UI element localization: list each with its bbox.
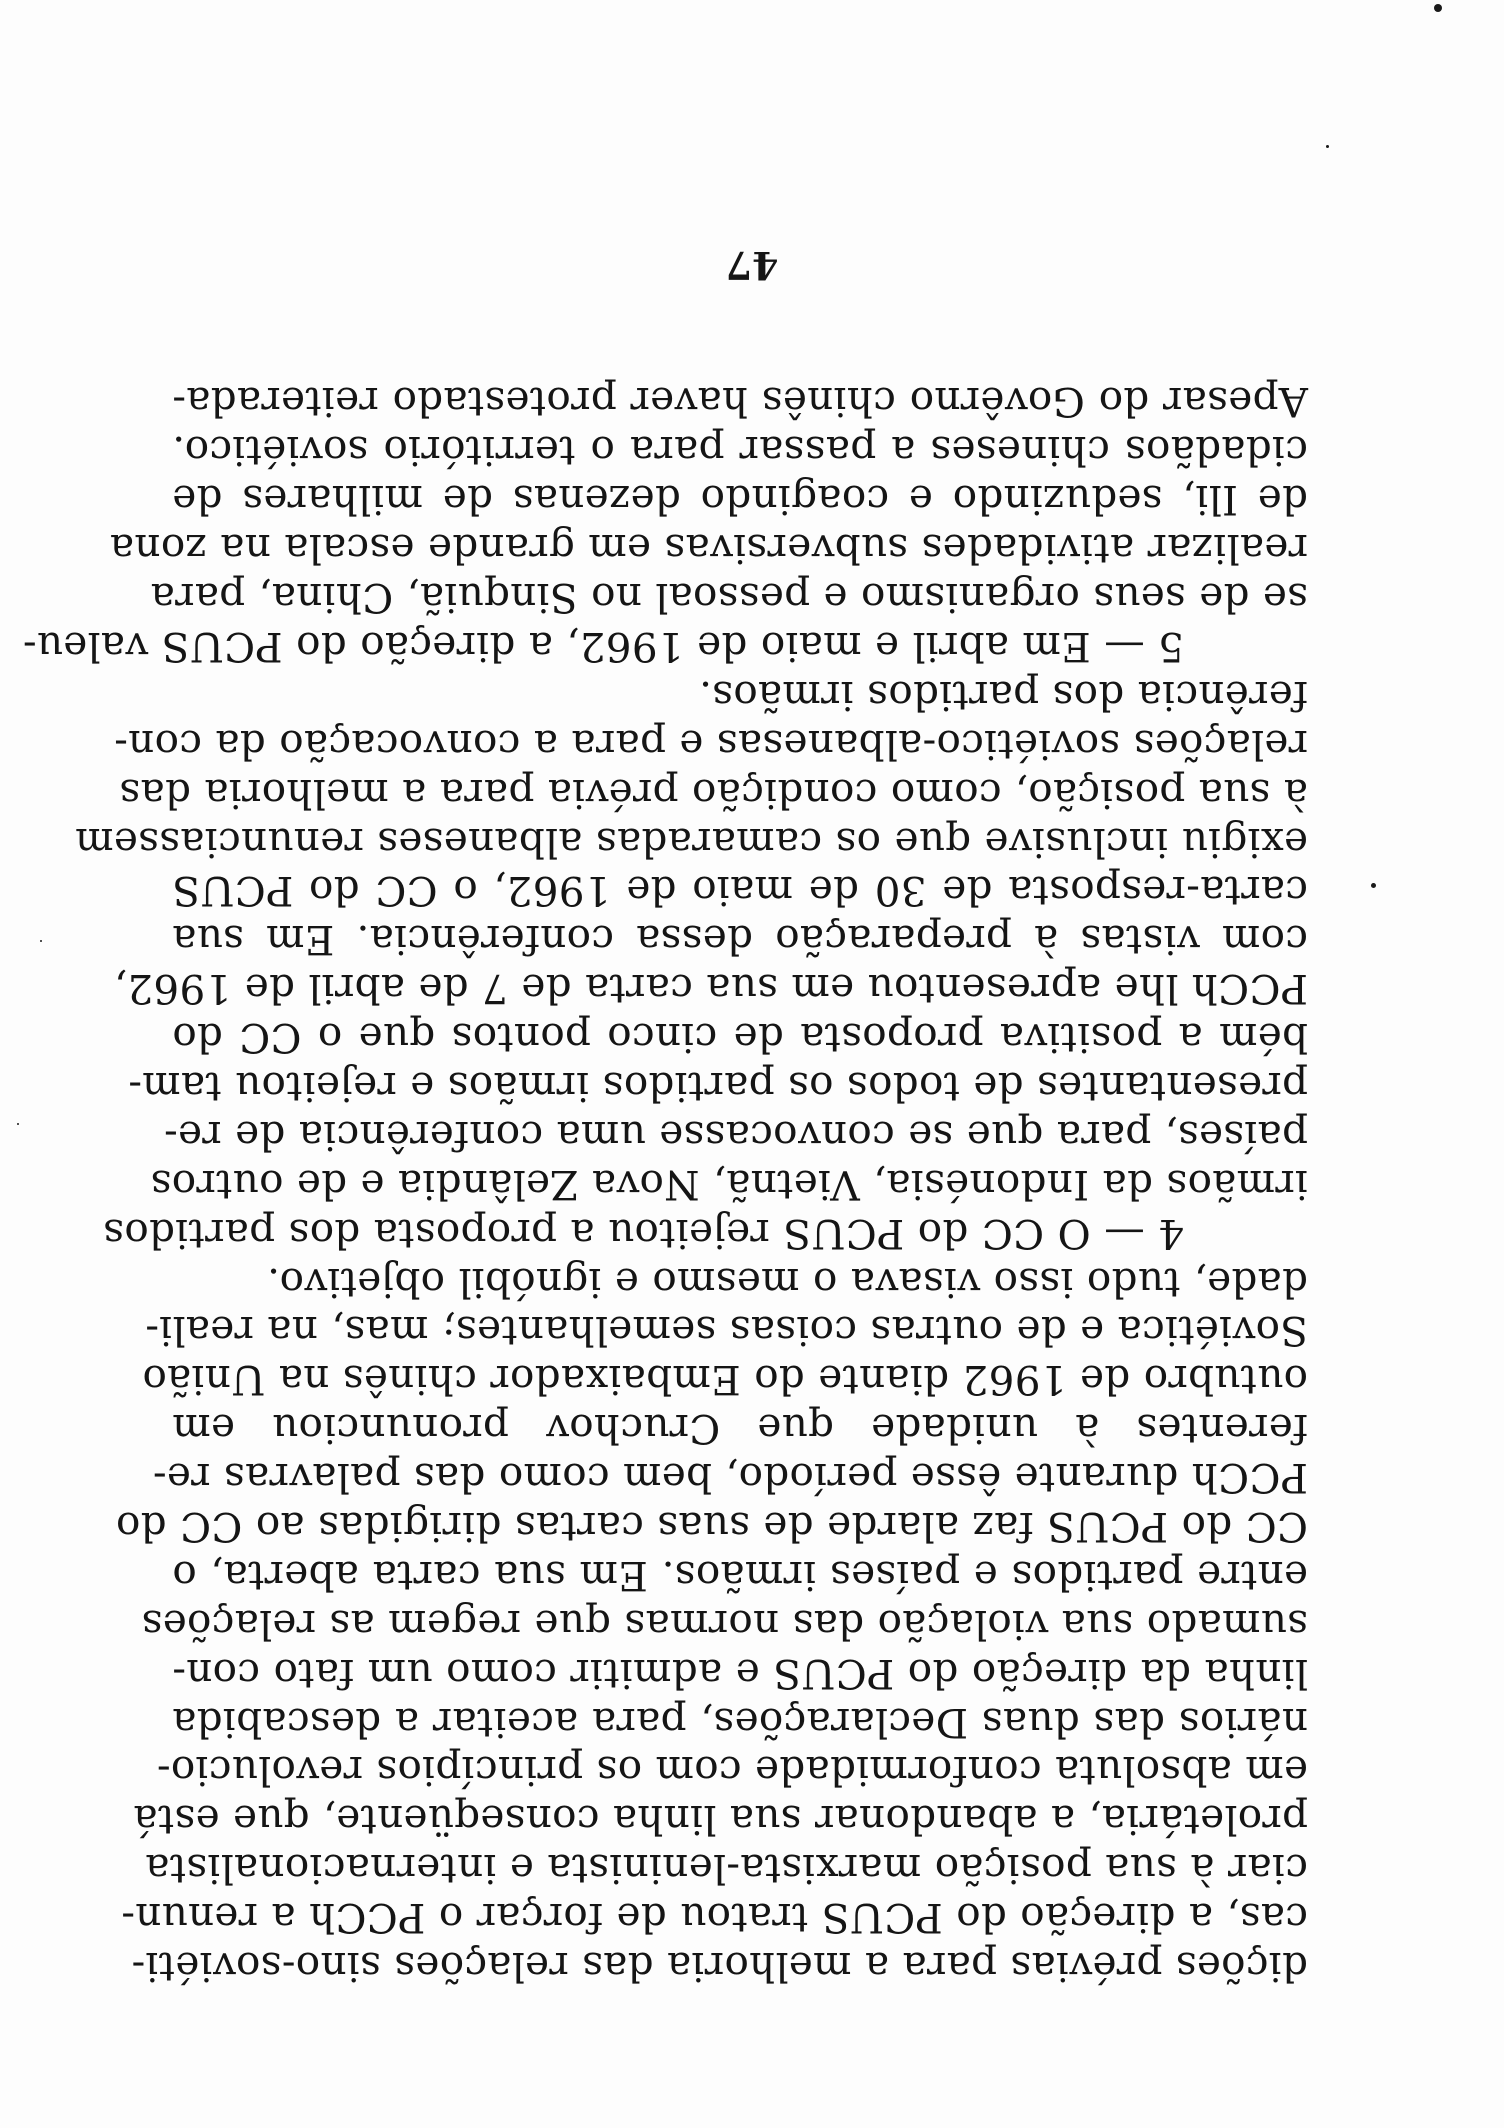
- text-line: sumado sua violação das normas que regem as relações: [141, 1600, 1308, 1649]
- text-line: proletária, a abandonar sua linha conseqüente, que está: [133, 1796, 1308, 1845]
- text-line: outubro de 1962 diante do Embaixador chinês na União: [142, 1356, 1308, 1405]
- scan-speck: [40, 940, 42, 942]
- body-text: [22, 378, 1308, 1991]
- text-line: presentantes de todos os partidos irmãos e rejeitou tam-: [127, 1062, 1308, 1111]
- text-line: PCCh lhe apresentou em sua carta de 7 de abril de 1962,: [113, 965, 1308, 1014]
- text-line: Apesar do Govêrno chinês haver protestado reiterada-: [172, 378, 1308, 427]
- text-line: à sua posição, como condição prévia para a melhoria das: [119, 769, 1308, 818]
- text-line: CC do PCUS faz alarde de suas cartas dirigidas ao CC do: [115, 1502, 1308, 1551]
- text-line: ferência dos partidos irmãos.: [698, 671, 1308, 720]
- text-line: se de seus organismo e pessoal no Sinquiã, China, para: [150, 574, 1308, 623]
- page-number: 47: [725, 243, 779, 288]
- text-line: relações soviético-albanesas e para a convocação da con-: [113, 720, 1308, 769]
- paragraph-start-line: 5 — Em abril e maio de 1962, a direção do PCUS valeu-: [22, 622, 1184, 671]
- text-line: ciar à sua posição marxista-leninista e internacionalista: [145, 1845, 1308, 1894]
- text-line: nários das duas Declarações, para aceitar a descabida: [172, 1698, 1308, 1747]
- scan-speck: [1434, 4, 1442, 12]
- text-line: irmãos da Indonésia, Vietnã, Nova Zelândia e de outros: [150, 1160, 1308, 1209]
- text-line: Soviética e de outras coisas semelhantes; mas, na reali-: [145, 1307, 1308, 1356]
- text-line: exigiu inclusive que os camaradas albaneses renunciassem: [74, 818, 1308, 867]
- scan-speck: [1371, 883, 1376, 888]
- text-line: entre partidos e países irmãos. Em sua carta aberta, o: [172, 1551, 1308, 1600]
- scan-speck: [1326, 145, 1329, 148]
- text-line: de Ili, seduzindo e coagindo dezenas de milhares de: [172, 476, 1308, 525]
- text-line: carta-resposta de 30 de maio de 1962, o CC do PCUS: [172, 867, 1308, 916]
- text-line: ferentes à unidade que Cruchov pronunciou em: [172, 1405, 1308, 1454]
- text-line: com vistas à preparação dessa conferência. Em sua: [172, 916, 1308, 965]
- text-line: países, para que se convocasse uma conferência de re-: [163, 1111, 1308, 1160]
- text-line: PCCh durante êsse período, bem como das palavras re-: [152, 1454, 1308, 1503]
- scan-speck: [17, 1123, 19, 1125]
- text-line: cas, a direção do PCUS tratou de forçar o PCCh a renun-: [120, 1894, 1308, 1943]
- text-line: dade, tudo isso visava o mesmo e ignóbil objetivo.: [266, 1258, 1308, 1307]
- text-line: realizar atividades subversivas em grande escala na zona: [109, 525, 1308, 574]
- text-line: bém a positiva proposta de cinco pontos que o CC do: [172, 1014, 1308, 1063]
- paragraph-start-line: 4 — O CC do PCUS rejeitou a proposta dos partidos: [102, 1209, 1184, 1258]
- text-line: dições prévias para a melhoria das relações sino-soviéti-: [131, 1943, 1308, 1991]
- text-line: em absoluta conformidade com os princípios revolucio-: [156, 1747, 1308, 1796]
- text-line: linha da direção do PCUS e admitir como um fato con-: [172, 1649, 1308, 1698]
- text-line: cidadãos chineses a passar para o território soviético.: [172, 427, 1308, 476]
